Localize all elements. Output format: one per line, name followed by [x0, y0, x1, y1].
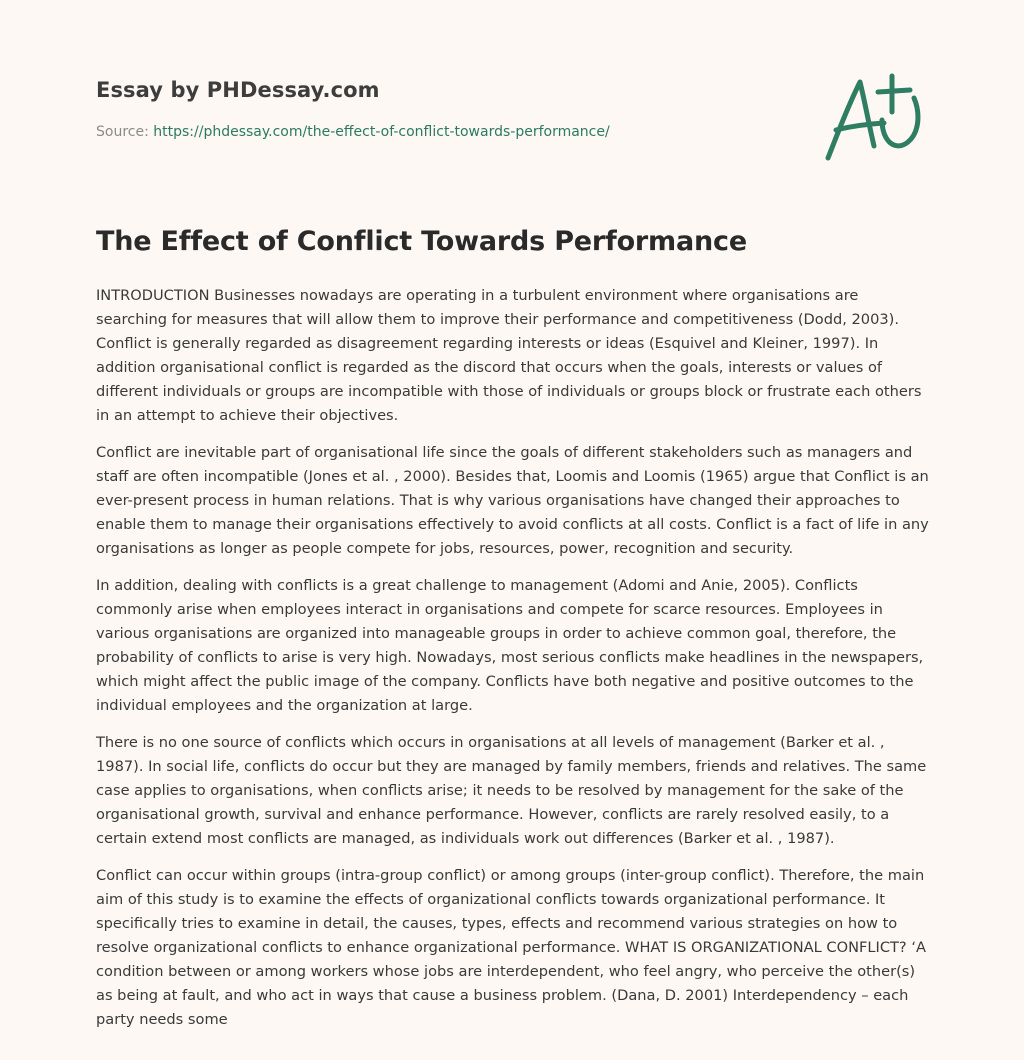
site-brand: Essay by PHDessay.com	[96, 78, 380, 102]
paragraph: INTRODUCTION Businesses nowadays are operating in a turbulent environment where organisations are searching for measures that will allow them to improve their performance and competitiveness (Dodd, 2003). Conflict is generally regarded as disagreement regarding interests or ideas (Esquivel and Kleiner, 1997). In addition organisational conflict is regarded as the discord that occurs when the goals, interests or values of different individuals or groups are incompatible with those of individuals or groups block or frustrate each others in an attempt to achieve their objectives.	[96, 287, 922, 424]
paragraph: There is no one source of conflicts which occurs in organisations at all levels of management (Barker et al. , 1987). In social life, conflicts do occur but they are managed by family members, friends and relatives. The same case applies to organisations, when conflicts arise; it needs to be resolved by management for the sake of the organisational growth, survival and enhance performance. However, conflicts are rarely resolved easily, to a certain extend most conflicts are managed, as individuals work out differences (Barker et al. , 1987).	[96, 734, 927, 847]
article-body	[96, 284, 930, 1045]
paragraph: In addition, dealing with conflicts is a great challenge to management (Adomi and Anie, 2005). Conflicts commonly arise when employees interact in organisations and compete for scarce resources. Employees in various organisations are organized into manageable groups in order to achieve common goal, therefore, the probability of conflicts to arise is very high. Nowadays, most serious conflicts make headlines in the newspapers, which might affect the public image of the company. Conflicts have both negative and positive outcomes to the individual employees and the organization at large.	[96, 577, 924, 714]
paragraph: Conflict are inevitable part of organisational life since the goals of different stakeholders such as managers and staff are often incompatible (Jones et al. , 2000). Besides that, Loomis and Loomis (1965) argue that Conflict is an ever-present process in human relations. That is why various organisations have changed their approaches to enable them to manage their organisations effectively to avoid conflicts at all costs. Conflict is a fact of life in any organisations as longer as people compete for jobs, resources, power, recognition and security.	[96, 444, 929, 557]
source-line	[96, 124, 610, 140]
source-label: Source:	[96, 124, 149, 140]
source-link[interactable]: https://phdessay.com/the-effect-of-conflict-towards-performance/	[153, 124, 610, 140]
paragraph: Conflict can occur within groups (intra-group conflict) or among groups (inter-group conflict). Therefore, the main aim of this study is to examine the effects of organizational conflicts towards organizational performance. It specifically tries to examine in detail, the causes, types, effects and recommend various strategies on how to resolve organizational conflicts to enhance organizational performance. WHAT IS ORGANIZATIONAL CONFLICT? ‘A condition between or among workers whose jobs are interdependent, who feel angry, who perceive the other(s) as being at fault, and who act in ways that cause a business problem. (Dana, D. 2001) Interdependency – each party needs some	[96, 867, 926, 1028]
a-plus-logo-icon	[822, 68, 928, 166]
article-title: The Effect of Conflict Towards Performance	[96, 226, 747, 257]
